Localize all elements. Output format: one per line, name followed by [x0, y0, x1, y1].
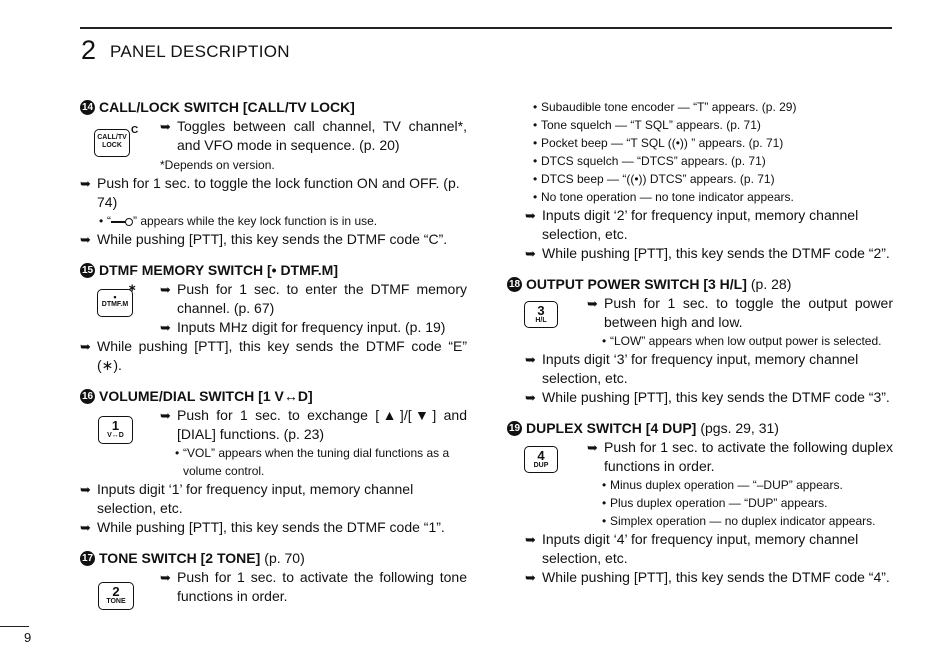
instruction-item: ➥ While pushing [PTT], this key sends the DTMF code “E” (∗).: [80, 338, 467, 373]
section-19-key-row: [507, 438, 893, 530]
section-page-ref: (p. 28): [750, 276, 792, 292]
arrow-icon: ➥: [80, 232, 91, 247]
instruction-item: ➥ Inputs digit ‘2’ for frequency input, memory channel selection, etc.: [525, 207, 859, 242]
section-19-heading: [507, 419, 893, 438]
instruction-item: ➥ Inputs digit ‘3’ for frequency input, memory channel selection, etc.: [525, 351, 859, 386]
instruction-item: ➥ While pushing [PTT], this key sends the DTMF code “1”.: [80, 519, 445, 535]
chapter-number: 2: [81, 35, 97, 65]
instruction-item: ➥ Push for 1 sec. to toggle the lock function ON and OFF. (p. 74): [80, 175, 460, 210]
section-17-heading: [80, 549, 467, 568]
arrow-icon: ➥: [160, 282, 171, 297]
section-title: CALL/LOCK SWITCH [CALL/TV LOCK]: [99, 99, 355, 115]
tone-functions-list: [507, 98, 893, 206]
instruction-item: ➥ While pushing [PTT], this key sends the DTMF code “3”.: [525, 389, 890, 405]
bullet-item: • Pocket beep — “T SQL ((•)) ” appears. (p. 71): [533, 136, 784, 150]
section-15-heading: [80, 261, 467, 280]
key-secondary-mark: C: [131, 125, 139, 136]
section-number-badge: 19: [508, 423, 521, 434]
arrow-icon: ➥: [525, 208, 536, 223]
instruction-item: ➥ While pushing [PTT], this key sends the DTMF code “2”.: [525, 245, 890, 261]
section-title: VOLUME/DIAL SWITCH [1 V↔D]: [99, 388, 313, 404]
arrow-icon: ➥: [525, 352, 536, 367]
output-power-key-icon: 3 H/L: [524, 301, 558, 328]
arrow-icon: ➥: [160, 408, 171, 423]
instruction-item: ➥ While pushing [PTT], this key sends the DTMF code “C”.: [80, 231, 448, 247]
section-page-ref: (pgs. 29, 31): [700, 420, 779, 436]
bullet-item: • DTCS beep — “((•)) DTCS” appears. (p. 71): [533, 172, 775, 186]
arrow-icon: ➥: [587, 440, 598, 455]
bullet-item: • DTCS squelch — “DTCS” appears. (p. 71): [533, 154, 766, 168]
arrow-icon: ➥: [525, 570, 536, 585]
duplex-key-icon: 4 DUP: [524, 446, 558, 473]
section-14-heading: [80, 98, 467, 117]
arrow-icon: ➥: [160, 119, 171, 134]
section-title: TONE SWITCH [2 TONE]: [99, 550, 261, 566]
section-17-key-row: [80, 568, 467, 606]
arrow-icon: ➥: [80, 520, 91, 535]
instruction-item: ➥ While pushing [PTT], this key sends the DTMF code “4”.: [525, 569, 890, 585]
instruction-item: ➥ Push for 1 sec. to toggle the output power between high and low.: [587, 295, 893, 330]
tone-key-icon: 2 TONE: [98, 582, 134, 610]
footer-rule: [0, 626, 29, 627]
arrow-icon: ➥: [587, 296, 598, 311]
instruction-item: ➥ Inputs MHz digit for frequency input. (p. 19): [160, 319, 446, 335]
instruction-item: ➥ Inputs digit ‘1’ for frequency input, memory channel selection, etc.: [80, 481, 414, 516]
instruction-item: ➥ Toggles between call channel, TV channel*, and VFO mode in sequence. (p. 20): [160, 118, 467, 153]
arrow-icon: ➥: [525, 532, 536, 547]
instruction-item: ➥ Inputs digit ‘4’ for frequency input, memory channel selection, etc.: [525, 531, 859, 566]
dtmf-memory-key-icon: • DTMF.M: [97, 289, 133, 317]
left-column: [80, 98, 467, 606]
section-number-badge: 15: [81, 265, 94, 276]
section-18-key-row: [507, 294, 893, 350]
page-number: 9: [24, 630, 32, 645]
chapter-title: PANEL DESCRIPTION: [110, 42, 290, 61]
section-16-heading: [80, 387, 467, 406]
duplex-functions-list: [587, 476, 893, 530]
instruction-item: ➥ Push for 1 sec. to activate the following tone functions in order.: [160, 569, 467, 604]
volume-dial-key-icon: 1 V↔D: [98, 416, 133, 444]
bullet-item: • Simplex operation — no duplex indicator appears.: [602, 514, 876, 528]
section-number-badge: 18: [508, 279, 521, 290]
instruction-item: ➥ Push for 1 sec. to exchange [▲]/[▼] and [DIAL] functions. (p. 23): [160, 407, 467, 442]
arrow-icon: ➥: [525, 246, 536, 261]
section-title: OUTPUT POWER SWITCH [3 H/L]: [526, 276, 747, 292]
key-secondary-mark: ∗: [128, 283, 137, 294]
call-lock-key-icon: CALL/TV LOCK: [94, 129, 130, 157]
footnote: *Depends on version.: [160, 158, 275, 172]
section-15-key-row: [80, 280, 467, 337]
bullet-item: • “ ” appears while the key lock function is in use.: [99, 214, 378, 228]
arrow-icon: ➥: [160, 570, 171, 585]
instruction-item: ➥ Push for 1 sec. to activate the following duplex functions in order.: [587, 439, 893, 474]
section-18-heading: [507, 275, 893, 294]
instruction-item: ➥ Push for 1 sec. to enter the DTMF memory channel. (p. 67): [160, 281, 467, 316]
bullet-item: • Minus duplex operation — “–DUP” appears.: [602, 478, 843, 492]
key-lock-icon: [111, 218, 133, 226]
section-16-key-row: [80, 406, 467, 480]
arrow-icon: ➥: [525, 390, 536, 405]
section-page-ref: (p. 70): [264, 550, 305, 566]
section-14-key-row: [80, 117, 467, 174]
section-number-badge: 14: [81, 102, 94, 113]
bullet-item: • Plus duplex operation — “DUP” appears.: [602, 496, 828, 510]
bullet-item: • “LOW” appears when low output power is selected.: [602, 334, 882, 348]
bullet-item: • “VOL” appears when the tuning dial functions as a volume control.: [175, 446, 450, 478]
arrow-icon: ➥: [160, 320, 171, 335]
bullet-item: • Subaudible tone encoder — “T” appears. (p. 29): [533, 100, 797, 114]
section-number-badge: 17: [81, 553, 94, 564]
header-rule: [80, 27, 892, 29]
right-column: [507, 98, 893, 587]
arrow-icon: ➥: [80, 339, 91, 354]
section-number-badge: 16: [81, 391, 94, 402]
arrow-icon: ➥: [80, 176, 91, 191]
arrow-icon: ➥: [80, 482, 91, 497]
section-title: DTMF MEMORY SWITCH [• DTMF.M]: [99, 262, 338, 278]
section-title: DUPLEX SWITCH [4 DUP]: [526, 420, 697, 436]
bullet-item: • Tone squelch — “T SQL” appears. (p. 71): [533, 118, 761, 132]
bullet-item: • No tone operation — no tone indicator appears.: [533, 190, 794, 204]
